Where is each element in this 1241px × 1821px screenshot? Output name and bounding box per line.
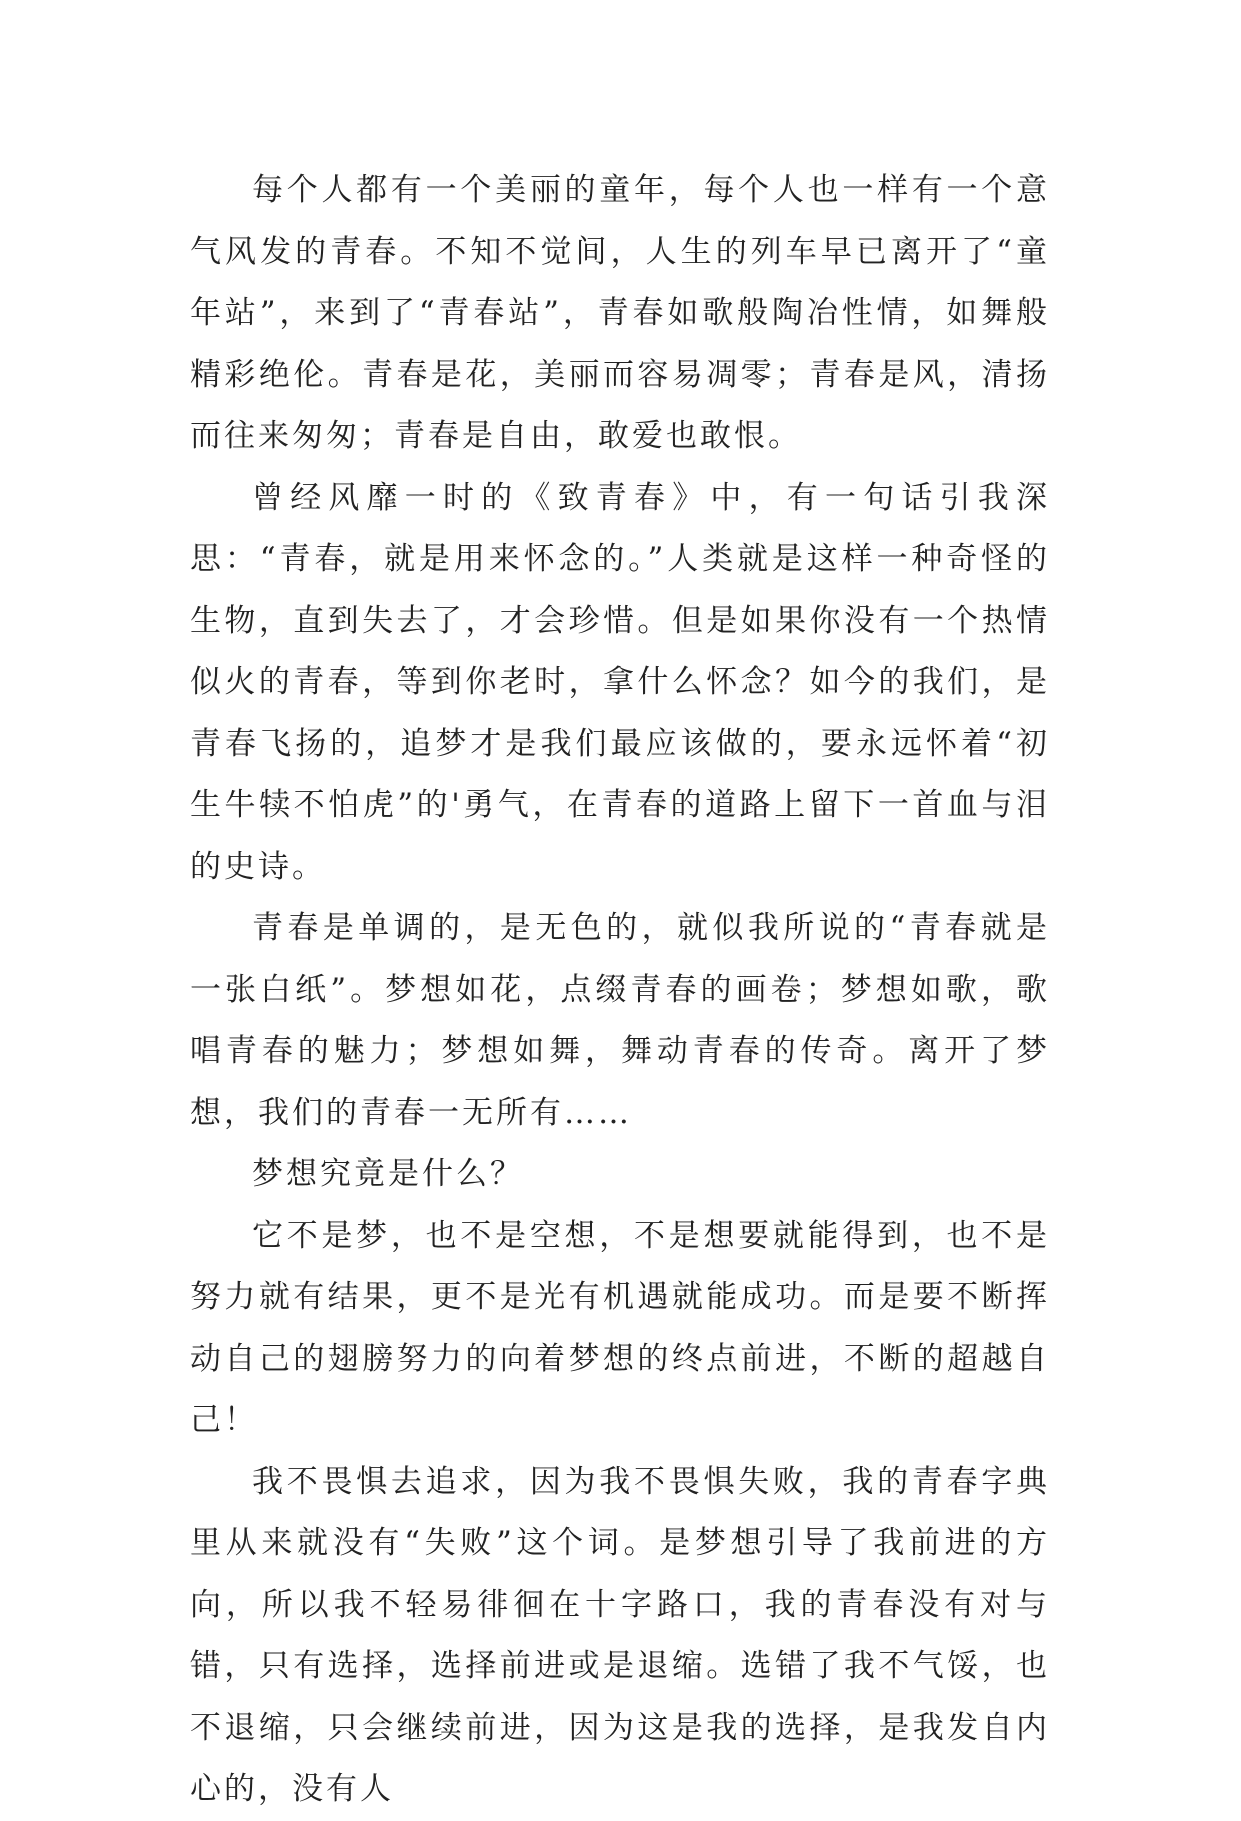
paragraph-2: 曾经风靡一时的《致青春》中，有一句话引我深思：“青春，就是用来怀念的。”人类就是这样一种奇怪的生物，直到失去了，才会珍惜。但是如果你没有一个热情似火的青春，等到你老时，拿什么怀念？如今的我们，是青春飞扬的，追梦才是我们最应该做的，要永远怀着“初生牛犊不怕虎”的'勇气，在青春的道路上留下一首血与泪的史诗。 xyxy=(190,479,1050,885)
essay-body xyxy=(190,160,1050,1821)
paragraph-4: 梦想究竟是什么？ xyxy=(252,1156,524,1192)
paragraph-1: 每个人都有一个美丽的童年，每个人也一样有一个意气风发的青春。不知不觉间，人生的列车早已离开了“童年站”，来到了“青春站”，青春如歌般陶冶性情，如舞般精彩绝伦。青春是花，美丽而容易凋零；青春是风，清扬而往来匆匆；青春是自由，敢爱也敢恨。 xyxy=(190,172,1050,454)
paragraph-6: 我不畏惧去追求，因为我不畏惧失败，我的青春字典里从来就没有“失败”这个词。是梦想引导了我前进的方向，所以我不轻易徘徊在十字路口，我的青春没有对与错，只有选择，选择前进或是退缩。选错了我不气馁，也不退缩，只会继续前进，因为这是我的选择，是我发自内心的，没有人 xyxy=(190,1463,1050,1807)
paragraph-5: 它不是梦，也不是空想，不是想要就能得到，也不是努力就有结果，更不是光有机遇就能成功。而是要不断挥动自己的翅膀努力的向着梦想的终点前进，不断的超越自己！ xyxy=(190,1217,1050,1438)
paragraph-3: 青春是单调的，是无色的，就似我所说的“青春就是一张白纸”。梦想如花，点缀青春的画卷；梦想如歌，歌唱青春的魅力；梦想如舞，舞动青春的传奇。离开了梦想，我们的青春一无所有…… xyxy=(190,910,1050,1131)
